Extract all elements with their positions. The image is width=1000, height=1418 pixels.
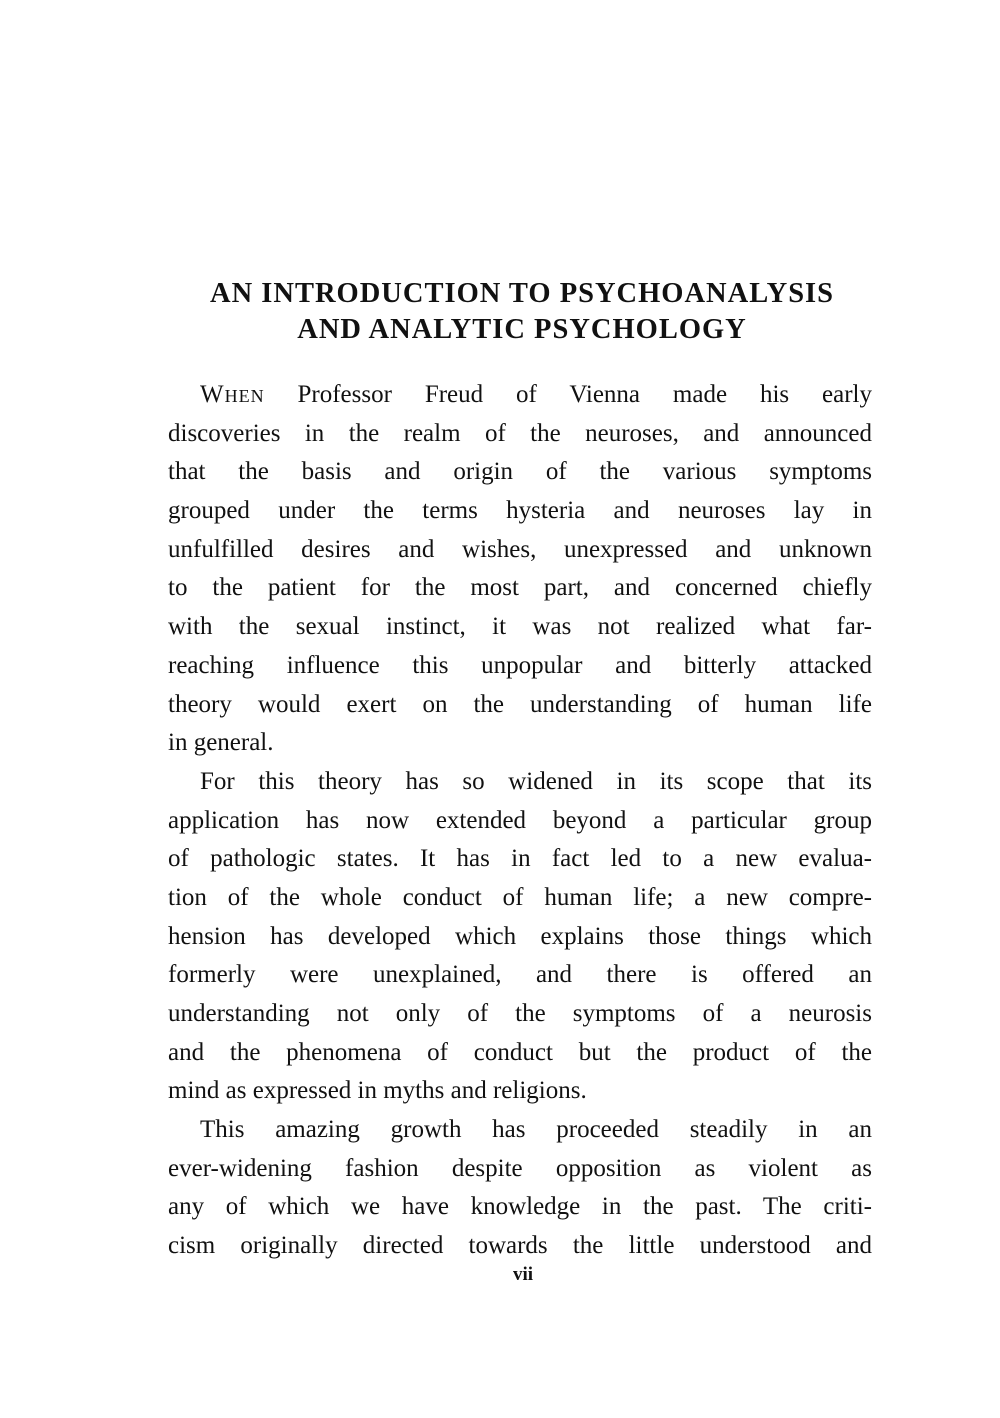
paragraph-2-line-4: tion of the whole conduct of human life; a new compre-: [168, 883, 872, 911]
body-text: [168, 376, 872, 1266]
paragraph-3-line-4: cism originally directed towards the little understood and: [168, 1232, 872, 1260]
opening-word: When: [200, 381, 265, 408]
paragraph-2-line-3: of pathologic states. It has in fact led to a new evalua-: [168, 845, 872, 873]
paragraph-1-line-1: [168, 376, 872, 415]
paragraph-3-line-3: any of which we have knowledge in the past. The criti-: [168, 1193, 872, 1221]
paragraph-1-line-1-text: Professor Freud of Vienna made his early: [297, 381, 872, 408]
paragraph-1-line-8: reaching influence this unpopular and bitterly attacked: [168, 651, 872, 679]
paragraph-1-line-4: grouped under the terms hysteria and neuroses lay in: [168, 497, 872, 525]
paragraph-1-line-6: to the patient for the most part, and concerned chiefly: [168, 574, 872, 602]
paragraph-1-line-9: theory would exert on the understanding of human life: [168, 690, 872, 718]
paragraph-2-line-2: application has now extended beyond a particular group: [168, 806, 872, 834]
paragraph-1-line-7: with the sexual instinct, it was not realized what far-: [168, 613, 872, 641]
paragraph-2-line-5: hension has developed which explains those things which: [168, 922, 872, 950]
paragraph-1-line-5: unfulfilled desires and wishes, unexpressed and unknown: [168, 535, 872, 563]
paragraph-2-line-8: and the phenomena of conduct but the product of the: [168, 1038, 872, 1066]
page-title-line-2: AND ANALYTIC PSYCHOLOGY: [297, 314, 747, 345]
paragraph-2-line-1: For this theory has so widened in its scope that its: [200, 767, 872, 795]
page-title-line-1: AN INTRODUCTION TO PSYCHOANALYSIS: [210, 278, 834, 309]
paragraph-1-line-10: in general.: [168, 729, 274, 757]
paragraph-3-line-2: ever-widening fashion despite opposition as violent as: [168, 1154, 872, 1182]
paragraph-2-line-6: formerly were unexplained, and there is offered an: [168, 961, 872, 989]
paragraph-2-line-9: mind as expressed in myths and religions.: [168, 1077, 587, 1105]
paragraph-1-line-3: that the basis and origin of the various symptoms: [168, 458, 872, 486]
paragraph-3-line-1: This amazing growth has proceeded steadily in an: [200, 1116, 872, 1144]
paragraph-2-line-7: understanding not only of the symptoms of a neurosis: [168, 1000, 872, 1027]
page-number: vii: [512, 1264, 534, 1285]
paragraph-1-line-2: discoveries in the realm of the neuroses, and announced: [168, 419, 872, 447]
